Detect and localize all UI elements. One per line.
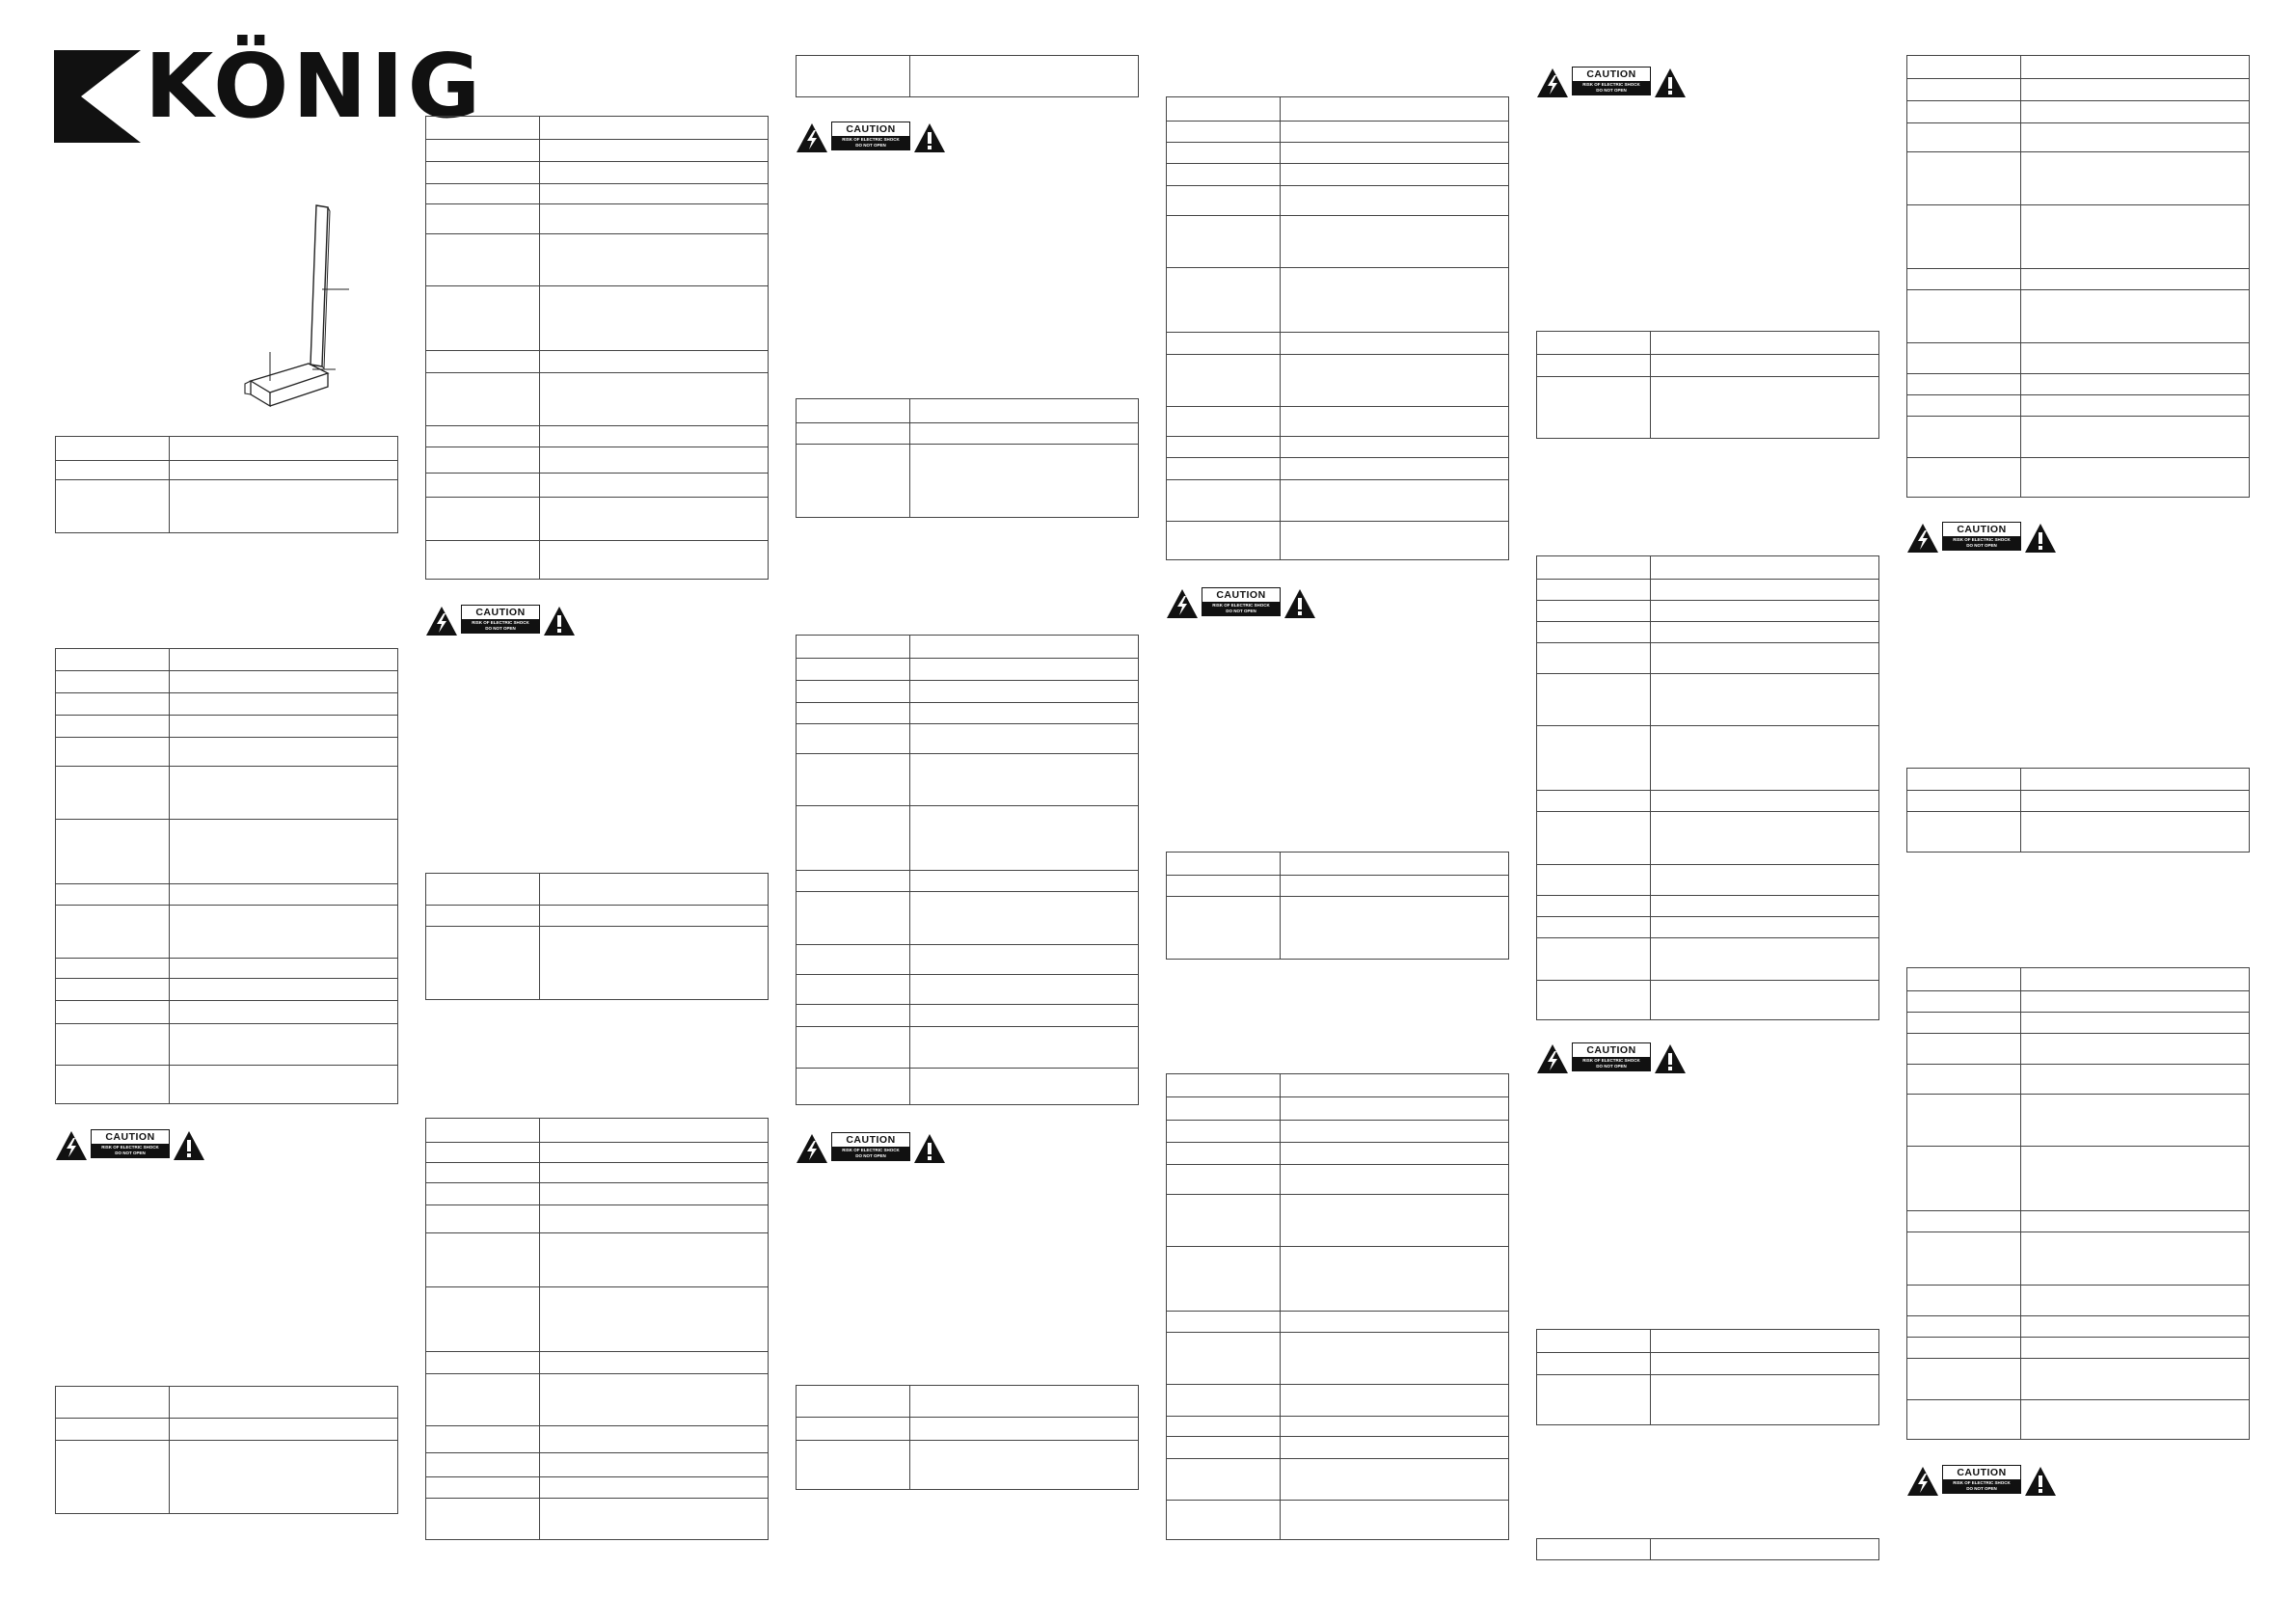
table-row bbox=[426, 1142, 768, 1143]
spec-table bbox=[796, 55, 1139, 97]
table-row bbox=[797, 1440, 1138, 1441]
table-row bbox=[1907, 1285, 2249, 1286]
table-row bbox=[1167, 1096, 1508, 1097]
table-row bbox=[797, 1417, 1138, 1418]
caution-box bbox=[831, 122, 910, 150]
table-row bbox=[1167, 215, 1508, 216]
table-row bbox=[56, 1023, 397, 1024]
exclamation-triangle-icon bbox=[2024, 1466, 2057, 1497]
table-row bbox=[797, 422, 1138, 423]
table-row bbox=[426, 497, 768, 498]
table-row bbox=[1167, 185, 1508, 186]
table-row bbox=[426, 1452, 768, 1453]
exclamation-triangle-icon bbox=[543, 606, 576, 636]
table-column-divider bbox=[1650, 556, 1651, 1019]
table-row bbox=[1167, 1311, 1508, 1312]
caution-box bbox=[1942, 522, 2021, 551]
table-row bbox=[797, 1004, 1138, 1005]
table-row bbox=[1167, 354, 1508, 355]
caution-line-2: DO NOT OPEN bbox=[1596, 87, 1627, 93]
table-row bbox=[1167, 1332, 1508, 1333]
table-row bbox=[1167, 1142, 1508, 1143]
caution-line-1: RISK OF ELECTRIC SHOCK bbox=[1953, 536, 2011, 542]
spec-table bbox=[1906, 967, 2250, 1440]
table-row bbox=[56, 715, 397, 716]
caution-line-2: DO NOT OPEN bbox=[1226, 608, 1256, 613]
table-row bbox=[1907, 1094, 2249, 1095]
table-row bbox=[1907, 289, 2249, 290]
exclamation-triangle-icon bbox=[913, 1133, 946, 1164]
caution-subtext bbox=[1202, 602, 1280, 615]
table-row bbox=[426, 1182, 768, 1183]
spec-table bbox=[1906, 768, 2250, 853]
table-row bbox=[426, 350, 768, 351]
table-column-divider bbox=[539, 874, 540, 999]
table-row bbox=[1907, 1358, 2249, 1359]
caution-line-1: RISK OF ELECTRIC SHOCK bbox=[1212, 602, 1270, 608]
table-row bbox=[1167, 436, 1508, 437]
caution-line-1: RISK OF ELECTRIC SHOCK bbox=[101, 1144, 159, 1150]
table-row bbox=[426, 425, 768, 426]
exclamation-triangle-icon bbox=[1654, 1043, 1687, 1074]
caution-line-1: RISK OF ELECTRIC SHOCK bbox=[1582, 81, 1640, 87]
table-row bbox=[426, 1373, 768, 1374]
table-row bbox=[1167, 1436, 1508, 1437]
table-row bbox=[1537, 642, 1878, 643]
konig-logo-mark bbox=[54, 50, 141, 143]
spec-table bbox=[425, 1118, 769, 1540]
table-row bbox=[797, 723, 1138, 724]
table-row bbox=[1537, 600, 1878, 601]
table-row bbox=[797, 805, 1138, 806]
caution-subtext bbox=[832, 1147, 909, 1160]
table-row bbox=[1537, 354, 1878, 355]
spec-table bbox=[1906, 55, 2250, 498]
table-row bbox=[1167, 1164, 1508, 1165]
table-row bbox=[426, 1286, 768, 1287]
spec-table bbox=[55, 648, 398, 1104]
table-row bbox=[56, 1000, 397, 1001]
table-row bbox=[1907, 151, 2249, 152]
table-row bbox=[56, 958, 397, 959]
lightning-triangle-icon bbox=[796, 122, 828, 153]
caution-box bbox=[831, 1132, 910, 1161]
spec-table bbox=[55, 1386, 398, 1514]
table-row bbox=[1537, 673, 1878, 674]
caution-label bbox=[796, 121, 946, 155]
table-row bbox=[797, 944, 1138, 945]
lightning-triangle-icon bbox=[796, 1133, 828, 1164]
caution-line-2: DO NOT OPEN bbox=[1966, 1485, 1997, 1491]
table-row bbox=[426, 139, 768, 140]
caution-title: CAUTION bbox=[105, 1131, 155, 1143]
table-column-divider bbox=[1280, 1074, 1281, 1539]
spec-table bbox=[425, 116, 769, 580]
table-row bbox=[426, 1232, 768, 1233]
caution-subtext bbox=[1943, 1479, 2020, 1493]
table-row bbox=[426, 1425, 768, 1426]
table-row bbox=[1907, 1315, 2249, 1316]
table-row bbox=[1167, 521, 1508, 522]
caution-label bbox=[1906, 1464, 2057, 1499]
table-row bbox=[1167, 1384, 1508, 1385]
table-row bbox=[797, 1026, 1138, 1027]
caution-box bbox=[91, 1129, 170, 1158]
table-row bbox=[56, 883, 397, 884]
table-row bbox=[1907, 100, 2249, 101]
caution-line-2: DO NOT OPEN bbox=[1966, 542, 1997, 548]
table-column-divider bbox=[169, 1387, 170, 1513]
table-row bbox=[797, 974, 1138, 975]
caution-line-1: RISK OF ELECTRIC SHOCK bbox=[842, 136, 900, 142]
spec-table bbox=[1536, 1329, 1879, 1425]
konig-logo bbox=[54, 35, 485, 147]
table-row bbox=[1167, 332, 1508, 333]
spec-table bbox=[1536, 555, 1879, 1020]
table-row bbox=[1167, 479, 1508, 480]
table-row bbox=[56, 1440, 397, 1441]
table-row bbox=[1537, 811, 1878, 812]
caution-label bbox=[1536, 1042, 1687, 1076]
table-row bbox=[1907, 1064, 2249, 1065]
table-row bbox=[1167, 875, 1508, 876]
caution-line-1: RISK OF ELECTRIC SHOCK bbox=[1953, 1479, 2011, 1485]
caution-title: CAUTION bbox=[1957, 524, 2007, 535]
table-column-divider bbox=[909, 399, 910, 517]
table-row bbox=[1167, 1194, 1508, 1195]
table-row bbox=[1537, 980, 1878, 981]
table-column-divider bbox=[909, 1386, 910, 1489]
caution-line-2: DO NOT OPEN bbox=[485, 625, 516, 631]
caution-line-1: RISK OF ELECTRIC SHOCK bbox=[1582, 1057, 1640, 1063]
spec-table bbox=[796, 635, 1139, 1105]
caution-box bbox=[1572, 1042, 1651, 1071]
table-row bbox=[56, 1065, 397, 1066]
caution-line-2: DO NOT OPEN bbox=[115, 1150, 146, 1155]
table-row bbox=[426, 372, 768, 373]
table-row bbox=[1167, 406, 1508, 407]
caution-line-1: RISK OF ELECTRIC SHOCK bbox=[842, 1147, 900, 1152]
table-row bbox=[1907, 790, 2249, 791]
table-row bbox=[797, 753, 1138, 754]
caution-subtext bbox=[92, 1144, 169, 1157]
table-row bbox=[1537, 937, 1878, 938]
table-row bbox=[426, 285, 768, 286]
table-row bbox=[56, 737, 397, 738]
table-row bbox=[1907, 1012, 2249, 1013]
lightning-triangle-icon bbox=[425, 606, 458, 636]
caution-subtext bbox=[832, 136, 909, 149]
caution-subtext bbox=[462, 619, 539, 633]
table-row bbox=[426, 473, 768, 474]
caution-title: CAUTION bbox=[1586, 1044, 1636, 1056]
table-row bbox=[1167, 1416, 1508, 1417]
exclamation-triangle-icon bbox=[1654, 68, 1687, 98]
table-row bbox=[56, 460, 397, 461]
lightning-triangle-icon bbox=[1906, 523, 1939, 554]
table-row bbox=[426, 1204, 768, 1205]
brand-name: KÖNIG bbox=[145, 35, 485, 138]
table-row bbox=[1167, 1500, 1508, 1501]
table-row bbox=[1167, 1120, 1508, 1121]
lightning-triangle-icon bbox=[1906, 1466, 1939, 1497]
table-row bbox=[1537, 621, 1878, 622]
table-row bbox=[56, 905, 397, 906]
caution-subtext bbox=[1573, 1057, 1650, 1070]
table-row bbox=[426, 203, 768, 204]
table-column-divider bbox=[2020, 968, 2021, 1439]
table-row bbox=[1167, 896, 1508, 897]
table-row bbox=[1907, 122, 2249, 123]
table-row bbox=[1907, 1033, 2249, 1034]
table-column-divider bbox=[2020, 769, 2021, 852]
table-column-divider bbox=[1650, 1330, 1651, 1424]
table-row bbox=[426, 926, 768, 927]
table-row bbox=[426, 161, 768, 162]
caution-line-1: RISK OF ELECTRIC SHOCK bbox=[472, 619, 529, 625]
caution-title: CAUTION bbox=[1957, 1467, 2007, 1478]
spec-table bbox=[1536, 1538, 1879, 1560]
caution-label bbox=[55, 1128, 205, 1163]
table-row bbox=[426, 1162, 768, 1163]
table-row bbox=[1907, 373, 2249, 374]
table-row bbox=[1167, 142, 1508, 143]
lightning-triangle-icon bbox=[1166, 588, 1199, 619]
caution-label bbox=[796, 1131, 946, 1166]
caution-line-2: DO NOT OPEN bbox=[855, 1152, 886, 1158]
table-row bbox=[797, 891, 1138, 892]
caution-title: CAUTION bbox=[846, 123, 896, 135]
table-column-divider bbox=[169, 437, 170, 532]
table-row bbox=[1537, 725, 1878, 726]
table-column-divider bbox=[539, 117, 540, 579]
table-row bbox=[56, 479, 397, 480]
table-row bbox=[56, 1418, 397, 1419]
table-row bbox=[56, 692, 397, 693]
table-row bbox=[426, 1476, 768, 1477]
lightning-triangle-icon bbox=[55, 1130, 88, 1161]
table-row bbox=[426, 1351, 768, 1352]
lightning-triangle-icon bbox=[1536, 68, 1569, 98]
spec-table bbox=[796, 398, 1139, 518]
table-row bbox=[1537, 916, 1878, 917]
table-row bbox=[797, 702, 1138, 703]
caution-title: CAUTION bbox=[1216, 589, 1266, 601]
table-row bbox=[1907, 811, 2249, 812]
table-column-divider bbox=[169, 649, 170, 1103]
spec-table bbox=[1166, 96, 1509, 560]
table-row bbox=[56, 766, 397, 767]
exclamation-triangle-icon bbox=[2024, 523, 2057, 554]
caution-box bbox=[1942, 1465, 2021, 1494]
spec-table bbox=[1166, 1073, 1509, 1540]
spec-table bbox=[425, 873, 769, 1000]
table-row bbox=[1167, 1246, 1508, 1247]
spec-table bbox=[55, 436, 398, 533]
exclamation-triangle-icon bbox=[1283, 588, 1316, 619]
table-column-divider bbox=[1280, 97, 1281, 559]
table-row bbox=[1907, 342, 2249, 343]
spec-table bbox=[1536, 331, 1879, 439]
table-row bbox=[1907, 394, 2249, 395]
caution-box bbox=[461, 605, 540, 634]
product-illustration bbox=[241, 198, 366, 410]
caution-line-2: DO NOT OPEN bbox=[855, 142, 886, 148]
table-row bbox=[797, 1068, 1138, 1069]
table-row bbox=[426, 233, 768, 234]
caution-subtext bbox=[1573, 81, 1650, 95]
table-column-divider bbox=[1650, 332, 1651, 438]
table-row bbox=[1907, 78, 2249, 79]
lightning-triangle-icon bbox=[1536, 1043, 1569, 1074]
table-row bbox=[797, 658, 1138, 659]
table-row bbox=[56, 819, 397, 820]
table-row bbox=[426, 540, 768, 541]
table-row bbox=[426, 183, 768, 184]
table-row bbox=[1167, 163, 1508, 164]
table-row bbox=[426, 905, 768, 906]
table-column-divider bbox=[1650, 1539, 1651, 1559]
table-row bbox=[1537, 1352, 1878, 1353]
caution-line-2: DO NOT OPEN bbox=[1596, 1063, 1627, 1069]
caution-box bbox=[1202, 587, 1281, 616]
spec-table bbox=[1166, 852, 1509, 960]
caution-title: CAUTION bbox=[475, 607, 526, 618]
caution-title: CAUTION bbox=[1586, 68, 1636, 80]
table-row bbox=[797, 870, 1138, 871]
table-row bbox=[1907, 416, 2249, 417]
table-row bbox=[1907, 1146, 2249, 1147]
caution-box bbox=[1572, 67, 1651, 95]
table-row bbox=[1537, 579, 1878, 580]
table-row bbox=[426, 1498, 768, 1499]
table-row bbox=[1907, 204, 2249, 205]
table-row bbox=[1537, 376, 1878, 377]
exclamation-triangle-icon bbox=[173, 1130, 205, 1161]
table-row bbox=[1907, 268, 2249, 269]
table-row bbox=[1537, 895, 1878, 896]
table-row bbox=[56, 670, 397, 671]
table-row bbox=[56, 978, 397, 979]
exclamation-triangle-icon bbox=[913, 122, 946, 153]
caution-label bbox=[1536, 66, 1687, 100]
table-row bbox=[797, 680, 1138, 681]
table-row bbox=[1167, 267, 1508, 268]
table-row bbox=[1167, 1458, 1508, 1459]
caution-label bbox=[1906, 521, 2057, 555]
caution-title: CAUTION bbox=[846, 1134, 896, 1146]
table-row bbox=[1907, 1399, 2249, 1400]
table-row bbox=[1537, 790, 1878, 791]
caution-subtext bbox=[1943, 536, 2020, 550]
table-row bbox=[1537, 1374, 1878, 1375]
table-row bbox=[797, 444, 1138, 445]
table-row bbox=[1907, 1337, 2249, 1338]
table-row bbox=[1907, 1210, 2249, 1211]
table-row bbox=[1167, 457, 1508, 458]
caution-label bbox=[1166, 586, 1316, 621]
table-column-divider bbox=[1280, 853, 1281, 959]
caution-label bbox=[425, 604, 576, 638]
spec-table bbox=[796, 1385, 1139, 1490]
table-row bbox=[1907, 457, 2249, 458]
table-row bbox=[1167, 121, 1508, 122]
table-column-divider bbox=[909, 56, 910, 96]
table-row bbox=[1907, 990, 2249, 991]
table-row bbox=[1537, 864, 1878, 865]
